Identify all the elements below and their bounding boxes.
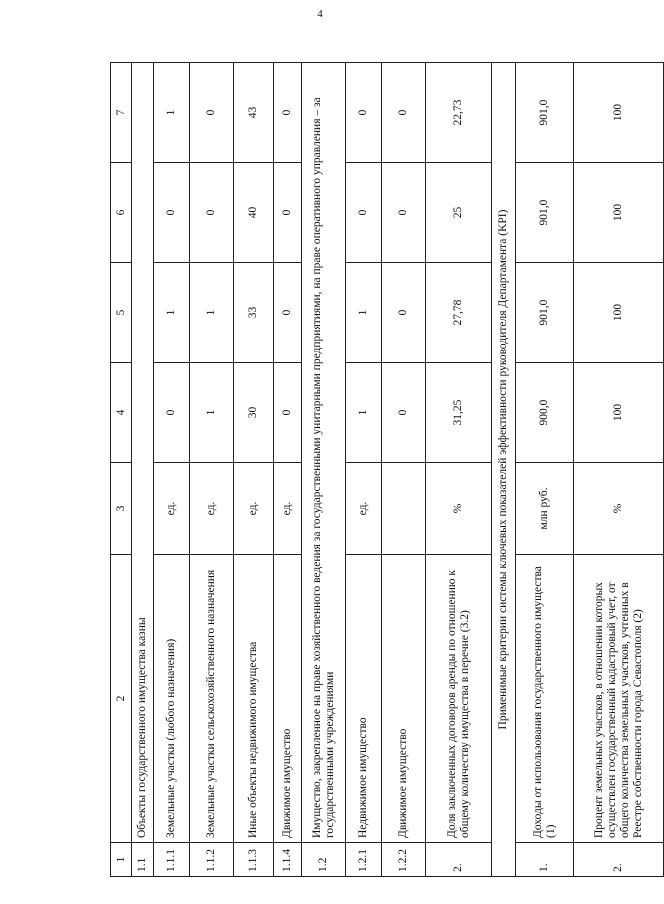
value-cell: 0 [382,363,426,463]
unit-cell: млн руб. [516,463,574,555]
section-heading: Имущество, закрепленное на праве хозяйственного ведения за государственными унитарными предприятиями, на праве оперативного управления – за государственными учреждениями [302,63,346,843]
indicator-name: Земельные участки (любого назначения) [154,555,190,843]
row-number: 1.1 [132,843,154,877]
rotated-table [110,63,644,877]
row-number: 1.1.4 [274,843,302,877]
value-cell: 900,0 [516,363,574,463]
unit-cell [382,463,426,555]
value-cell: 0 [346,163,382,263]
indicator-name: Движимое имущество [274,555,302,843]
table-row [492,63,516,877]
value-cell: 1 [154,263,190,363]
value-cell: 1 [190,363,234,463]
header-cell: 7 [111,63,132,163]
value-cell: 0 [274,263,302,363]
header-cell: 1 [111,843,132,877]
table-row [190,63,234,877]
indicator-name: Земельные участки сельскохозяйственного назначения [190,555,234,843]
value-cell: 25 [426,163,492,263]
value-cell: 901,0 [516,63,574,163]
section-heading: Объекты государственного имущества казны [132,63,154,843]
row-number: 2. [574,843,664,877]
value-cell: 0 [382,263,426,363]
indicator-name: Недвижимое имущество [346,555,382,843]
unit-cell: % [574,463,664,555]
header-cell: 6 [111,163,132,263]
row-number: 1.1.1 [154,843,190,877]
row-number: 1.1.2 [190,843,234,877]
value-cell: 1 [346,363,382,463]
table-row [426,63,492,877]
table-row [274,63,302,877]
value-cell: 0 [382,163,426,263]
unit-cell: ед. [234,463,274,555]
row-number: 2. [426,843,492,877]
indicator-name: Доходы от использования государственного имущества (1) [516,555,574,843]
value-cell: 0 [274,363,302,463]
value-cell: 43 [234,63,274,163]
value-cell: 0 [346,63,382,163]
value-cell: 33 [234,263,274,363]
table-header-row [111,63,132,877]
indicator-name: Доля заключенных договоров аренды по отношению к общему количеству имущества в перечне (3.2) [426,555,492,843]
value-cell: 901,0 [516,163,574,263]
row-number: 1.2.1 [346,843,382,877]
value-cell: 40 [234,163,274,263]
value-cell: 1 [154,63,190,163]
table-row [574,63,664,877]
value-cell: 0 [154,363,190,463]
table-row [382,63,426,877]
header-cell: 3 [111,463,132,555]
unit-cell: ед. [154,463,190,555]
data-table [110,62,664,877]
unit-cell: ед. [346,463,382,555]
value-cell: 1 [346,263,382,363]
value-cell: 100 [574,163,664,263]
value-cell: 0 [190,63,234,163]
value-cell: 27,78 [426,263,492,363]
value-cell: 22,73 [426,63,492,163]
table-row [154,63,190,877]
table-row [234,63,274,877]
row-number: 1.2 [302,843,346,877]
value-cell: 100 [574,63,664,163]
indicator-name: Движимое имущество [382,555,426,843]
table-row [516,63,574,877]
unit-cell: ед. [274,463,302,555]
value-cell: 100 [574,363,664,463]
row-number: 1. [516,843,574,877]
value-cell: 0 [274,63,302,163]
value-cell: 1 [190,263,234,363]
table-row [346,63,382,877]
row-number: 1.1.3 [234,843,274,877]
value-cell: 100 [574,263,664,363]
value-cell: 0 [190,163,234,263]
value-cell: 30 [234,363,274,463]
indicator-name: Иные объекты недвижимого имущества [234,555,274,843]
table-row [302,63,346,877]
value-cell: 0 [154,163,190,263]
header-cell: 2 [111,555,132,843]
value-cell: 901,0 [516,263,574,363]
page-number: 4 [317,8,323,20]
kpi-criteria-heading: Применимые критерии системы ключевых показателей эффективности руководителя Департамента (KPI) [492,63,516,877]
value-cell: 0 [382,63,426,163]
indicator-name: Процент земельных участков, в отношении которых осуществлен государственный кадастровый учет, от общего количества земельных участков, учтенных в Реестре собственности города Севастополя (2) [574,555,664,843]
header-cell: 5 [111,263,132,363]
header-cell: 4 [111,363,132,463]
unit-cell: % [426,463,492,555]
unit-cell: ед. [190,463,234,555]
rotated-table-container [110,63,644,877]
value-cell: 0 [274,163,302,263]
row-number: 1.2.2 [382,843,426,877]
table-row [132,63,154,877]
value-cell: 31,25 [426,363,492,463]
